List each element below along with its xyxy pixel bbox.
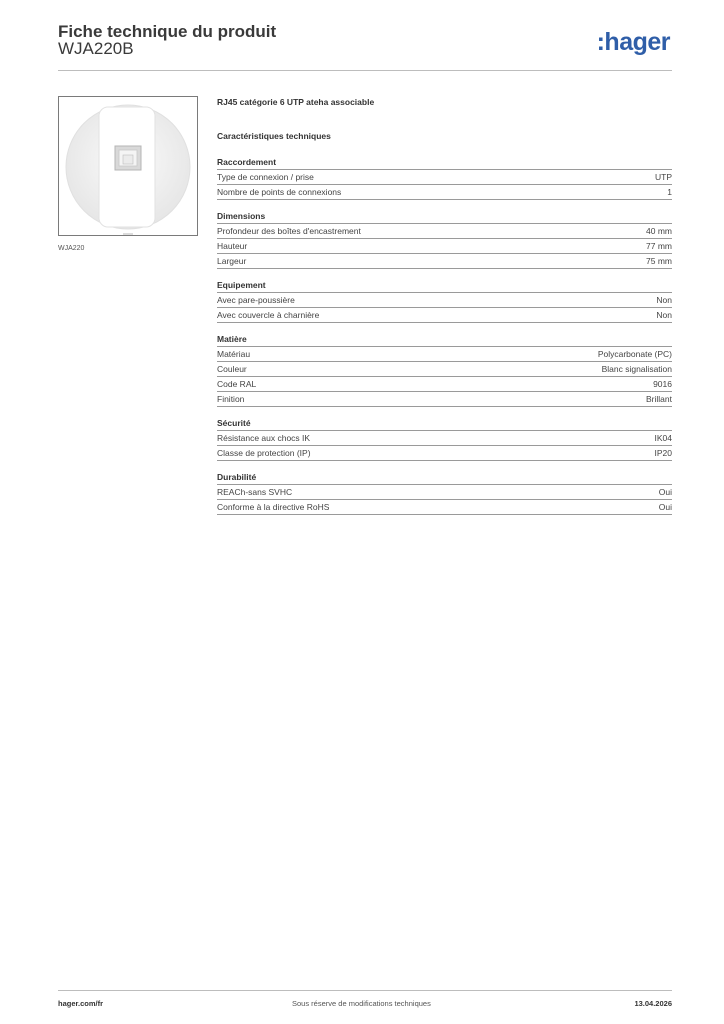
spec-label: Matériau [217, 349, 251, 359]
hager-logo: :hager [596, 28, 670, 56]
spec-section [217, 417, 672, 461]
product-photo [59, 97, 197, 235]
spec-value: IP20 [654, 448, 672, 458]
section-title: Dimensions [217, 210, 672, 224]
spec-row [217, 293, 672, 308]
section-title: Matière [217, 333, 672, 347]
spec-label: Classe de protection (IP) [217, 448, 311, 458]
spec-value: 77 mm [646, 241, 672, 251]
spec-row [217, 392, 672, 407]
spec-row [217, 362, 672, 377]
section-title: Equipement [217, 279, 672, 293]
section-title: Durabilité [217, 471, 672, 485]
section-title: Sécurité [217, 417, 672, 431]
spec-content [217, 96, 672, 515]
page-footer [58, 990, 672, 1011]
spec-value: 40 mm [646, 226, 672, 236]
footer-website: hager.com/fr [58, 999, 104, 1008]
spec-label: Résistance aux chocs IK [217, 433, 311, 443]
product-name: RJ45 catégorie 6 UTP ateha associable [217, 97, 375, 107]
spec-section [217, 471, 672, 515]
spec-row [217, 224, 672, 239]
spec-value: Non [656, 295, 672, 305]
spec-label: Hauteur [217, 241, 248, 251]
spec-section [217, 333, 672, 407]
spec-label: REACh-sans SVHC [217, 487, 293, 497]
spec-row [217, 431, 672, 446]
product-image [58, 96, 198, 236]
spec-row [217, 485, 672, 500]
spec-value: Blanc signalisation [601, 364, 672, 374]
footer-date: 13.04.2026 [634, 999, 672, 1008]
spec-row [217, 446, 672, 461]
spec-label: Avec couvercle à charnière [217, 310, 320, 320]
spec-label: Type de connexion / prise [217, 172, 314, 182]
spec-label: Avec pare-poussière [217, 295, 295, 305]
spec-label: Code RAL [217, 379, 257, 389]
spec-label: Finition [217, 394, 245, 404]
section-title: Raccordement [217, 156, 672, 170]
spec-value: 1 [667, 187, 672, 197]
document-title: Fiche technique du produit [58, 22, 277, 41]
spec-value: Brillant [646, 394, 672, 404]
spec-row [217, 308, 672, 323]
spec-section [217, 156, 672, 200]
spec-value: IK04 [654, 433, 672, 443]
spec-label: Couleur [217, 364, 247, 374]
spec-value: 9016 [653, 379, 672, 389]
spec-value: Non [656, 310, 672, 320]
tech-heading: Caractéristiques techniques [217, 131, 331, 141]
footer-note: Sous réserve de modifications techniques [292, 999, 431, 1008]
spec-row [217, 254, 672, 269]
spec-value: Oui [658, 502, 672, 512]
spec-row [217, 377, 672, 392]
page-header [58, 22, 672, 71]
image-caption: WJA220 [58, 245, 85, 252]
spec-label: Largeur [217, 256, 247, 266]
spec-value: Oui [658, 487, 672, 497]
spec-row [217, 239, 672, 254]
spec-section [217, 210, 672, 269]
spec-row [217, 170, 672, 185]
spec-row [217, 500, 672, 515]
spec-row [217, 185, 672, 200]
spec-row [217, 347, 672, 362]
spec-section [217, 279, 672, 323]
product-reference: WJA220B [58, 39, 134, 58]
spec-label: Profondeur des boîtes d'encastrement [217, 226, 361, 236]
spec-sections [217, 156, 672, 515]
spec-label: Conforme à la directive RoHS [217, 502, 330, 512]
spec-value: 75 mm [646, 256, 672, 266]
spec-label: Nombre de points de connexions [217, 187, 342, 197]
spec-value: Polycarbonate (PC) [597, 349, 672, 359]
spec-value: UTP [655, 172, 672, 182]
